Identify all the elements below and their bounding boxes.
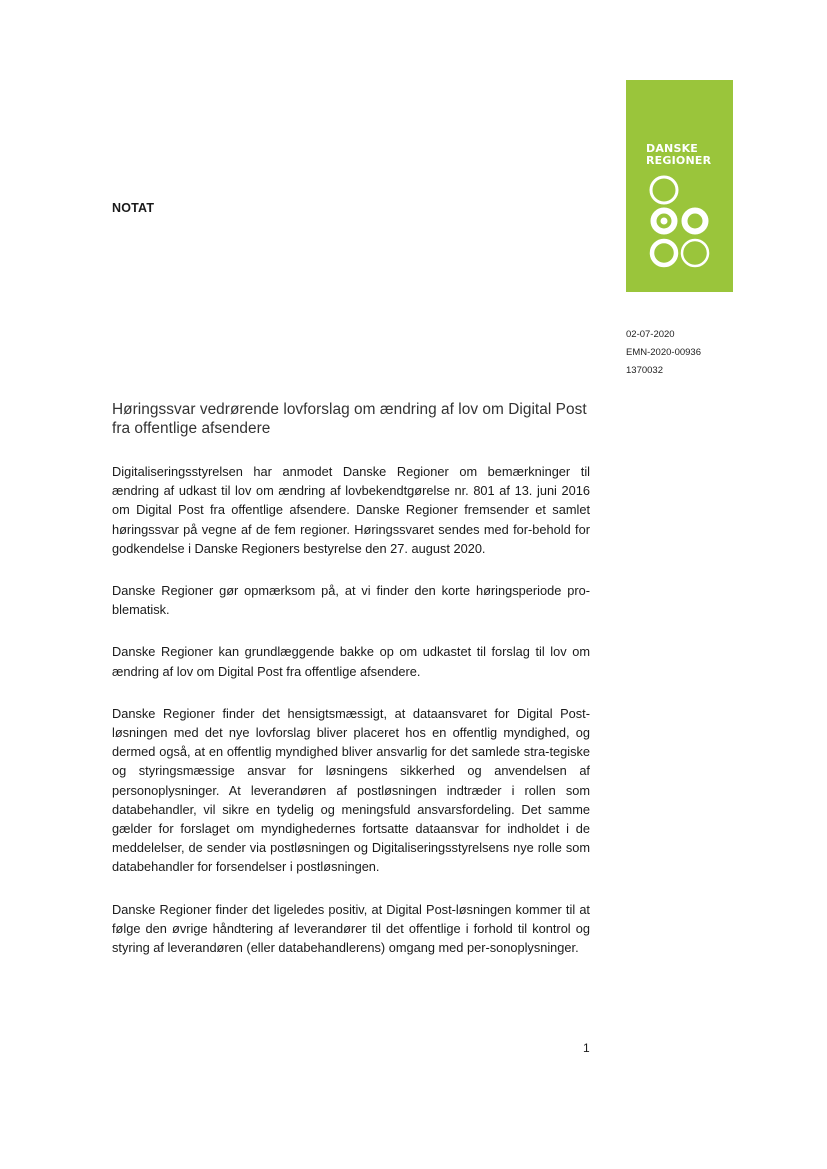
- case-number: EMN-2020-00936: [626, 347, 701, 358]
- paragraph: Danske Regioner finder det ligeledes positiv, at Digital Post-løsningen kommer til at følge den øvrige håndtering af leverandører til det offentlige i forhold til kontrol og styring af leverandøren (eller databehandlerens) omgang med per-sonoplysninger.: [112, 901, 590, 956]
- logo-line-2: REGIONER: [646, 153, 712, 167]
- paragraph: Danske Regioner finder det hensigtsmæssigt, at dataansvaret for Digital Post-løsningen med det nye lovforslag bliver placeret hos en offentlig myndighed, og dermed også, at en offentlig myndighed bliver ansvarlig for det samlede stra-tegiske og styringsmæssige ansvar for løsningens sikkerhed og anvendelsen af personoplysninger. At leverandøren af postløsningen indtræder i rollen som databehandler, vil sikre en tydelig og meningsfuld ansvarsfordeling. Det samme gælder for forslaget om myndighedernes fortsatte dataansvar for indholdet i de meddelelser, de sender via postløsningen og Digitaliseringsstyrelsens nye rolle som databehandler for forsendelser i postløsningen.: [112, 705, 590, 875]
- paragraph: Danske Regioner gør opmærksom på, at vi finder den korte høringsperiode pro-blematisk.: [112, 583, 590, 618]
- paragraph: Digitaliseringsstyrelsen har anmodet Danske Regioner om bemærkninger til ændring af udkast til lov om ændring af lovbekendtgørelse nr. 801 af 13. juni 2016 om Digital Post fra offentlige afsendere. Danske Regioner fremsender et samlet høringssvar på vegne af de fem regioner. Høringssvaret sendes med for-behold for godkendelse i Danske Regioners bestyrelse den 27. august 2020.: [112, 464, 590, 556]
- document-body: [112, 462, 590, 980]
- logo-line-1: DANSKE: [646, 142, 699, 155]
- document-title: Høringssvar vedrørende lovforslag om ændring af lov om Digital Post fra offentlige afsendere: [112, 401, 587, 437]
- document-type-label: NOTAT: [112, 201, 155, 215]
- logo-circles-icon: [626, 80, 733, 292]
- document-date: 02-07-2020: [626, 329, 675, 340]
- paragraph: Danske Regioner kan grundlæggende bakke op om udkastet til forslag til lov om ændring af lov om Digital Post fra offentlige afsendere.: [112, 644, 590, 679]
- document-number: 1370032: [626, 365, 663, 376]
- page-number: 1: [583, 1041, 590, 1055]
- document-meta: [626, 326, 701, 380]
- danske-regioner-logo: [626, 80, 733, 292]
